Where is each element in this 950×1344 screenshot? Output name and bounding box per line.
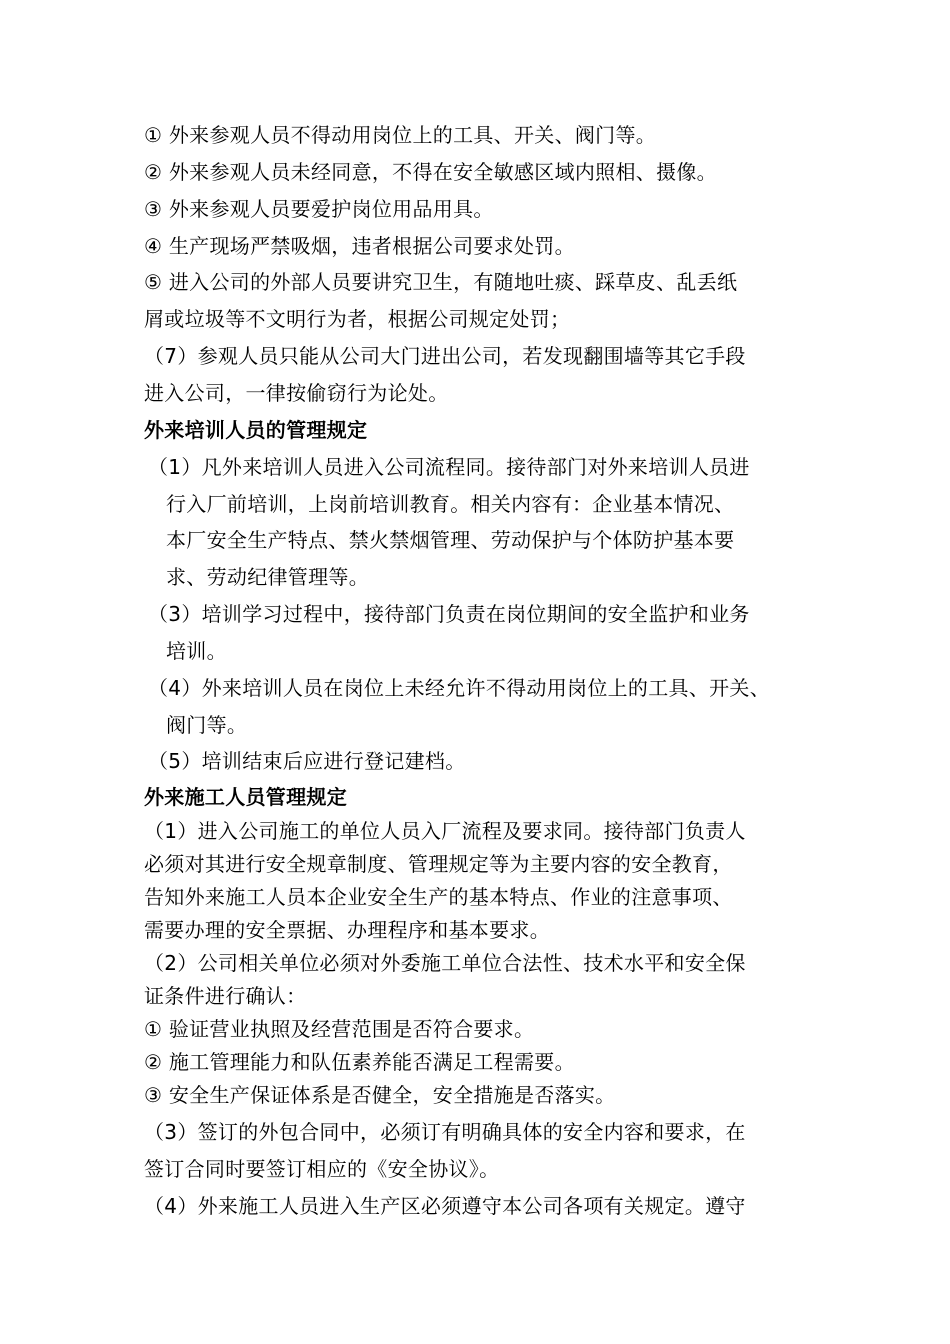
visitor-rule-7: （7）参观人员只能从公司大门进出公司，若发现翻围墙等其它手段 xyxy=(144,344,746,368)
contractor-rule-2: （2）公司相关单位必须对外委施工单位合法性、技术水平和安全保 xyxy=(144,951,746,975)
contractor-rule-1-cont: 告知外来施工人员本企业安全生产的基本特点、作业的注意事项、 xyxy=(144,885,733,909)
contractor-rule-3: （3）签订的外包合同中，必须订有明确具体的安全内容和要求，在 xyxy=(144,1120,746,1144)
contractor-check-1: ① 验证营业执照及经营范围是否符合要求。 xyxy=(144,1017,535,1041)
visitor-rule-3: ③ 外来参观人员要爱护岗位用品用具。 xyxy=(144,197,494,221)
visitor-rule-1: ① 外来参观人员不得动用岗位上的工具、开关、阀门等。 xyxy=(144,123,657,147)
contractor-rule-1: （1）进入公司施工的单位人员入厂流程及要求同。接待部门负责人 xyxy=(144,819,746,843)
contractor-check-2: ② 施工管理能力和队伍素养能否满足工程需要。 xyxy=(144,1050,575,1074)
contractor-rule-1-cont: 必须对其进行安全规章制度、管理规定等为主要内容的安全教育， xyxy=(144,852,733,876)
trainee-rule-1-cont: 本厂安全生产特点、禁火禁烟管理、劳动保护与个体防护基本要 xyxy=(166,528,735,552)
trainee-rule-1-cont: 行入厂前培训，上岗前培训教育。相关内容有：企业基本情况、 xyxy=(166,492,735,516)
visitor-rule-4: ④ 生产现场严禁吸烟，违者根据公司要求处罚。 xyxy=(144,234,575,258)
trainee-heading: 外来培训人员的管理规定 xyxy=(144,418,368,442)
visitor-rule-5: ⑤ 进入公司的外部人员要讲究卫生，有随地吐痰、踩草皮、乱丢纸 xyxy=(144,270,738,294)
visitor-rule-7-cont: 进入公司，一律按偷窃行为论处。 xyxy=(144,381,449,405)
contractor-rule-4: （4）外来施工人员进入生产区必须遵守本公司各项有关规定。遵守 xyxy=(144,1194,746,1218)
trainee-rule-1-cont: 求、劳动纪律管理等。 xyxy=(166,565,369,589)
contractor-check-3: ③ 安全生产保证体系是否健全，安全措施是否落实。 xyxy=(144,1083,616,1107)
contractor-rule-2-cont: 证条件进行确认： xyxy=(144,984,307,1008)
contractor-rule-3-cont: 签订合同时要签订相应的《安全协议》。 xyxy=(144,1157,500,1181)
contractor-heading: 外来施工人员管理规定 xyxy=(144,785,347,809)
trainee-rule-3-cont: 培训。 xyxy=(166,639,227,663)
trainee-rule-4: （4）外来培训人员在岗位上未经允许不得动用岗位上的工具、开关、 xyxy=(148,676,771,700)
trainee-rule-1: （1）凡外来培训人员进入公司流程同。接待部门对外来培训人员进 xyxy=(148,455,750,479)
trainee-rule-5: （5）培训结束后应进行登记建档。 xyxy=(148,749,466,773)
visitor-rule-5-cont: 屑或垃圾等不文明行为者，根据公司规定处罚； xyxy=(144,307,571,331)
trainee-rule-4-cont: 阀门等。 xyxy=(166,713,248,737)
trainee-rule-3: （3）培训学习过程中，接待部门负责在岗位期间的安全监护和业务 xyxy=(148,602,750,626)
visitor-rule-2: ② 外来参观人员未经同意，不得在安全敏感区域内照相、摄像。 xyxy=(144,160,717,184)
contractor-rule-1-cont: 需要办理的安全票据、办理程序和基本要求。 xyxy=(144,918,550,942)
